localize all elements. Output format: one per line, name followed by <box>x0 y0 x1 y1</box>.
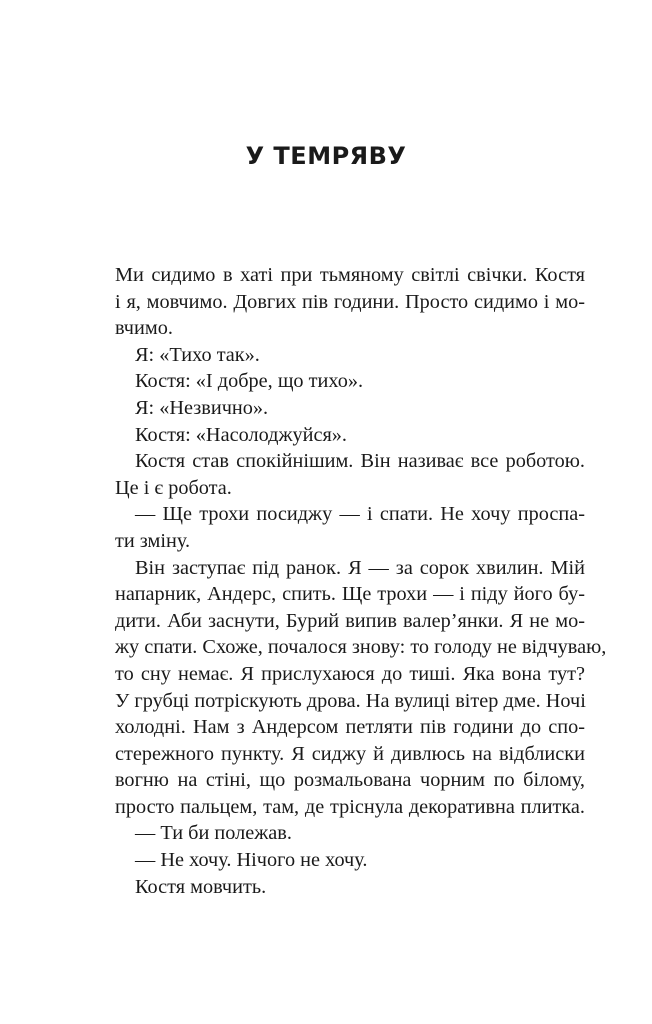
text-line: напарник, Андерс, спить. Ще трохи — і піду його бу- <box>115 583 585 606</box>
text-line: вогню на стіні, що розмальована чорним по білому, <box>115 769 585 792</box>
text-line: стережного пункту. Я сиджу й дивлюсь на відблиски <box>115 742 585 765</box>
text-line: У грубці потріскують дрова. На вулиці вітер дме. Ночі <box>115 689 586 712</box>
text-line: жу спати. Схоже, почалося знову: то голоду не відчуваю, <box>115 636 607 659</box>
text-line: Я: «Тихо так». <box>135 343 260 366</box>
text-line: просто пальцем, там, де тріснула декоративна плитка. <box>115 795 585 818</box>
chapter-text <box>115 262 607 900</box>
text-line: — Не хочу. Нічого не хочу. <box>135 849 368 872</box>
text-line: — Ще трохи посиджу — і спати. Не хочу проспа- <box>135 503 585 526</box>
text-line: Він заступає під ранок. Я — за сорок хвилин. Мій <box>135 556 585 579</box>
text-line: Костя став спокійнішим. Він називає все роботою. <box>135 450 585 473</box>
text-line: Я: «Незвично». <box>135 396 269 419</box>
text-line: Костя: «І добре, що тихо». <box>135 370 364 393</box>
text-line: вчимо. <box>115 317 173 340</box>
text-line: і я, мовчимо. Довгих пів години. Просто сидимо і мо- <box>115 290 585 313</box>
text-line: холодні. Нам з Андерсом петляти пів години до спо- <box>115 716 585 739</box>
text-line: Це і є робота. <box>115 476 232 499</box>
text-line: Ми сидимо в хаті при тьмяному світлі свічки. Костя <box>115 264 585 286</box>
text-line: — Ти би полежав. <box>135 822 292 845</box>
text-line: дити. Аби заснути, Бурий випив валер’янки. Я не мо- <box>115 609 585 632</box>
text-line: Костя мовчить. <box>135 875 267 898</box>
text-line: то сну немає. Я прислухаюся до тиші. Яка вона тут? <box>115 662 585 685</box>
chapter-title: У ТЕМРЯВУ <box>245 142 407 170</box>
text-line: Костя: «Насолоджуйся». <box>135 423 348 446</box>
text-line: ти зміну. <box>115 529 191 552</box>
